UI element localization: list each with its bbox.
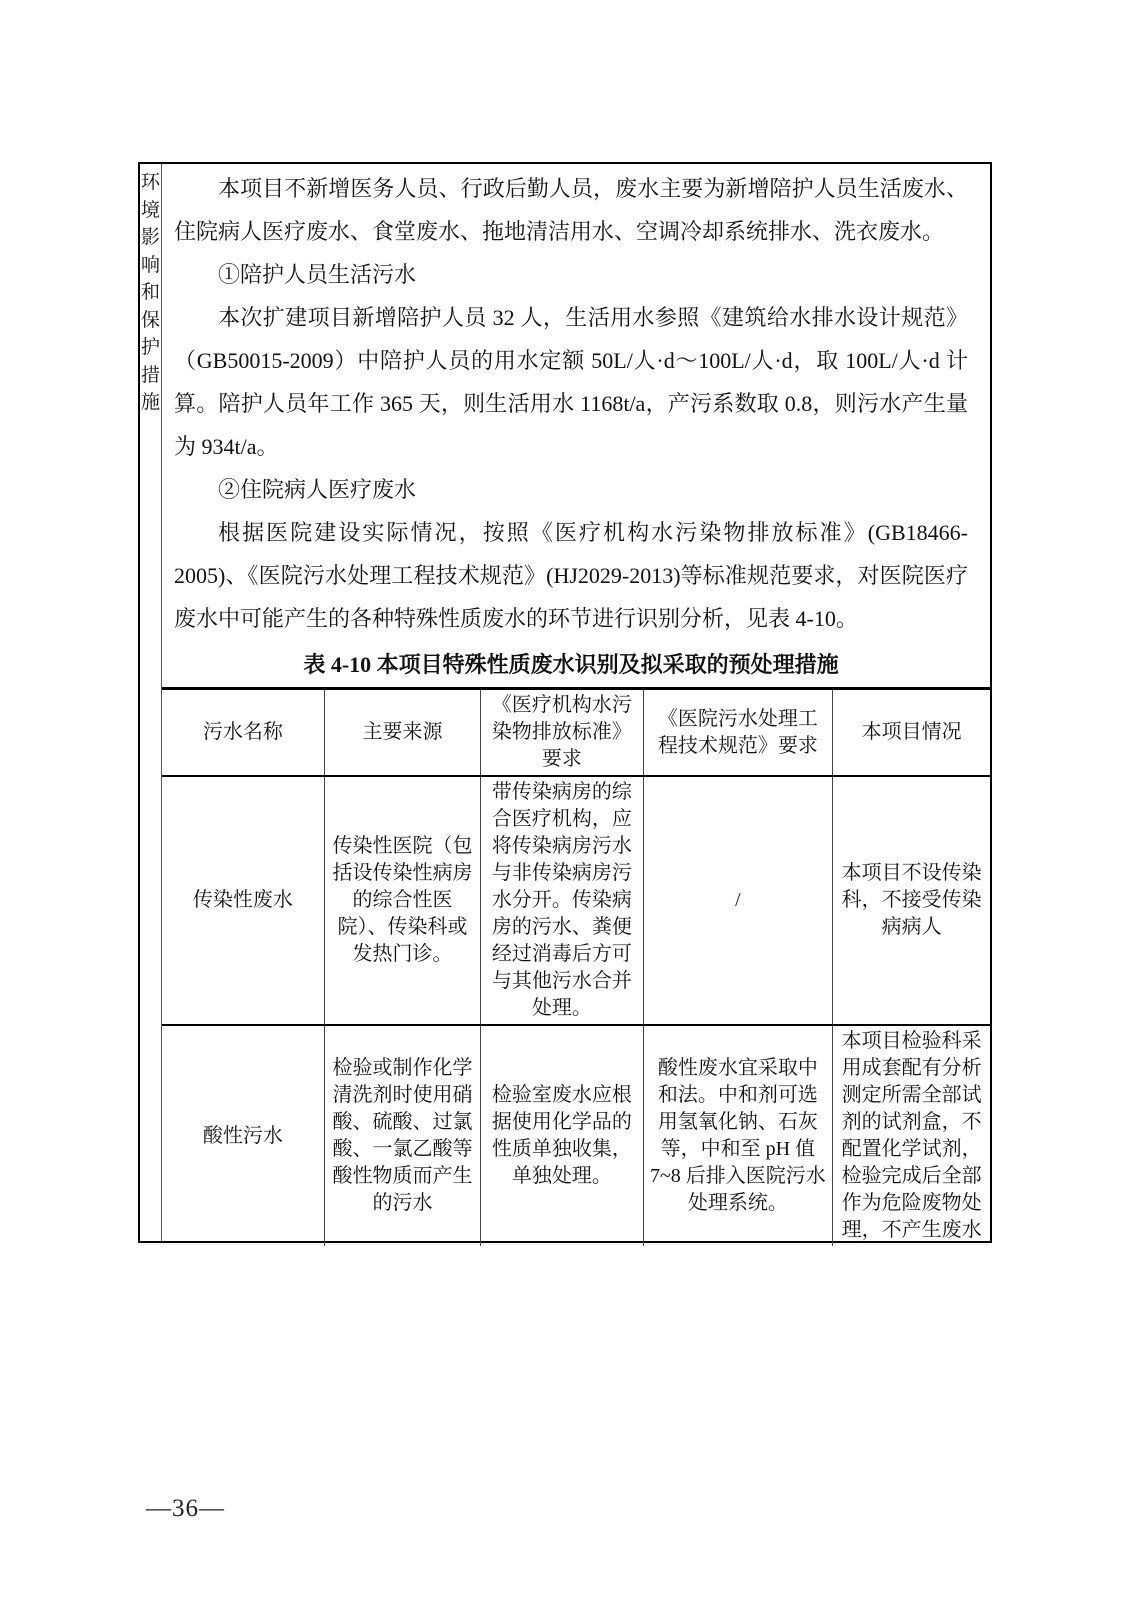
- paragraph-heading-2: ②住院病人医疗废水: [218, 477, 417, 502]
- sidebar-column: [140, 164, 162, 1241]
- cell-spec-acidic: 酸性废水宜采取中和法。中和剂可选用氢氧化钠、石灰等，中和至 pH 值 7~8 后排入医院污水处理系统。: [643, 1025, 833, 1246]
- table-caption: 表 4-10 本项目特殊性质废水识别及拟采取的预处理措施: [303, 652, 839, 677]
- table-row-infectious: [162, 776, 990, 1025]
- cell-spec-infectious: /: [643, 776, 833, 1025]
- wastewater-table: [162, 687, 990, 1246]
- cell-project-acidic: 本项目检验科采用成套配有分析测定所需全部试剂的试剂盒，不配置化学试剂，检验完成后全部作为危险废物处理，不产生废水: [841, 1030, 982, 1241]
- content-box: [138, 162, 992, 1243]
- header-main-source: 主要来源: [324, 689, 480, 777]
- header-engineering-spec: 《医院污水处理工程技术规范》要求: [643, 689, 833, 777]
- main-content: [162, 164, 990, 1241]
- header-project-situation: 本项目情况: [833, 689, 990, 777]
- header-discharge-standard: 《医疗机构水污染物排放标准》要求: [481, 689, 643, 777]
- table-header-row: [162, 689, 990, 777]
- body-text-block: [162, 164, 990, 687]
- paragraph-detail-2: 根据医院建设实际情况，按照《医疗机构水污染物排放标准》(GB18466-2005)、《医院污水处理工程技术规范》(HJ2029-2013)等标准规范要求，对医院医疗废水中可能产生的各种特殊性质废水的环节进行识别分析，见表 4-10。: [174, 520, 968, 631]
- table-row-acidic: [162, 1025, 990, 1246]
- cell-project-infectious: 本项目不设传染科，不接受传染病病人: [833, 776, 990, 1025]
- header-sewage-name: 污水名称: [162, 689, 324, 777]
- paragraph-heading-1: ①陪护人员生活污水: [218, 262, 417, 287]
- cell-standard-acidic: 检验室废水应根据使用化学品的性质单独收集，单独处理。: [481, 1025, 643, 1246]
- sidebar-vertical-label: 环境影响和保护措施: [140, 172, 160, 413]
- cell-name-acidic: 酸性污水: [162, 1025, 324, 1246]
- paragraph-detail-1: 本次扩建项目新增陪护人员 32 人，生活用水参照《建筑给水排水设计规范》（GB50015-2009）中陪护人员的用水定额 50L/人·d～100L/人·d，取 100L/人·d 计算。陪护人员年工作 365 天，则生活用水 1168t/a，产污系数取 0.8，则污水产生量为 934t/a。: [174, 305, 968, 459]
- page-number: —36—: [146, 1495, 225, 1522]
- cell-source-infectious: 传染性医院（包括设传染性病房的综合性医院）、传染科或发热门诊。: [324, 776, 480, 1025]
- cell-source-acidic: 检验或制作化学清洗剂时使用硝酸、硫酸、过氯酸、一氯乙酸等酸性物质而产生的污水: [324, 1025, 480, 1246]
- paragraph-intro: 本项目不新增医务人员、行政后勤人员，废水主要为新增陪护人员生活废水、住院病人医疗废水、食堂废水、拖地清洁用水、空调冷却系统排水、洗衣废水。: [174, 176, 968, 244]
- cell-standard-infectious: 带传染病房的综合医疗机构，应将传染病房污水与非传染病房污水分开。传染病房的污水、粪便经过消毒后方可与其他污水合并处理。: [481, 776, 643, 1025]
- cell-name-infectious: 传染性废水: [162, 776, 324, 1025]
